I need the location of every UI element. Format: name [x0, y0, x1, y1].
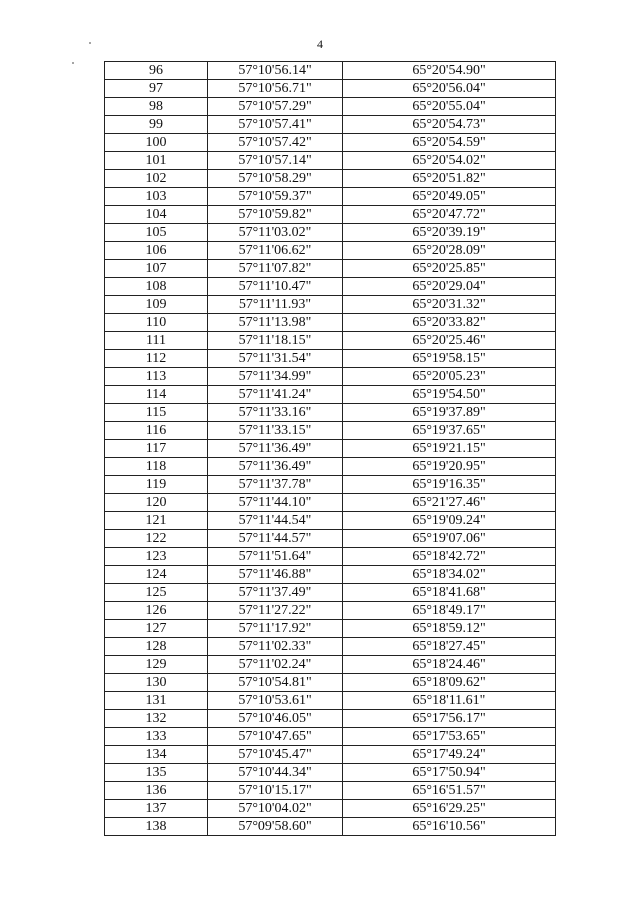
- point-number-cell: 113: [105, 368, 208, 386]
- longitude-cell: 65°20'51.82": [343, 170, 556, 188]
- coordinates-table-body: [105, 62, 556, 836]
- latitude-cell: 57°11'13.98": [208, 314, 343, 332]
- latitude-cell: 57°11'41.24": [208, 386, 343, 404]
- longitude-cell: 65°17'53.65": [343, 728, 556, 746]
- latitude-cell: 57°11'33.15": [208, 422, 343, 440]
- longitude-cell: 65°18'41.68": [343, 584, 556, 602]
- longitude-cell: 65°17'49.24": [343, 746, 556, 764]
- longitude-cell: 65°20'49.05": [343, 188, 556, 206]
- table-row: [105, 782, 556, 800]
- point-number-cell: 101: [105, 152, 208, 170]
- longitude-cell: 65°19'58.15": [343, 350, 556, 368]
- point-number-cell: 125: [105, 584, 208, 602]
- longitude-cell: 65°20'28.09": [343, 242, 556, 260]
- point-number-cell: 115: [105, 404, 208, 422]
- table-row: [105, 206, 556, 224]
- point-number-cell: 138: [105, 818, 208, 836]
- latitude-cell: 57°10'59.82": [208, 206, 343, 224]
- longitude-cell: 65°20'31.32": [343, 296, 556, 314]
- point-number-cell: 99: [105, 116, 208, 134]
- table-row: [105, 584, 556, 602]
- table-row: [105, 62, 556, 80]
- latitude-cell: 57°10'45.47": [208, 746, 343, 764]
- point-number-cell: 124: [105, 566, 208, 584]
- point-number-cell: 122: [105, 530, 208, 548]
- latitude-cell: 57°11'44.10": [208, 494, 343, 512]
- point-number-cell: 123: [105, 548, 208, 566]
- table-row: [105, 242, 556, 260]
- longitude-cell: 65°18'42.72": [343, 548, 556, 566]
- coordinates-table: [104, 61, 556, 836]
- longitude-cell: 65°18'27.45": [343, 638, 556, 656]
- longitude-cell: 65°19'09.24": [343, 512, 556, 530]
- table-row: [105, 764, 556, 782]
- table-row: [105, 350, 556, 368]
- point-number-cell: 105: [105, 224, 208, 242]
- table-row: [105, 278, 556, 296]
- longitude-cell: 65°19'20.95": [343, 458, 556, 476]
- point-number-cell: 108: [105, 278, 208, 296]
- longitude-cell: 65°19'21.15": [343, 440, 556, 458]
- point-number-cell: 97: [105, 80, 208, 98]
- latitude-cell: 57°09'58.60": [208, 818, 343, 836]
- longitude-cell: 65°16'10.56": [343, 818, 556, 836]
- longitude-cell: 65°20'55.04": [343, 98, 556, 116]
- latitude-cell: 57°11'36.49": [208, 440, 343, 458]
- point-number-cell: 135: [105, 764, 208, 782]
- table-row: [105, 332, 556, 350]
- table-row: [105, 80, 556, 98]
- point-number-cell: 137: [105, 800, 208, 818]
- latitude-cell: 57°11'46.88": [208, 566, 343, 584]
- longitude-cell: 65°20'25.85": [343, 260, 556, 278]
- point-number-cell: 133: [105, 728, 208, 746]
- longitude-cell: 65°20'25.46": [343, 332, 556, 350]
- latitude-cell: 57°10'57.41": [208, 116, 343, 134]
- table-row: [105, 314, 556, 332]
- point-number-cell: 109: [105, 296, 208, 314]
- point-number-cell: 111: [105, 332, 208, 350]
- latitude-cell: 57°10'46.05": [208, 710, 343, 728]
- longitude-cell: 65°17'56.17": [343, 710, 556, 728]
- latitude-cell: 57°11'27.22": [208, 602, 343, 620]
- longitude-cell: 65°20'29.04": [343, 278, 556, 296]
- latitude-cell: 57°10'59.37": [208, 188, 343, 206]
- table-row: [105, 422, 556, 440]
- latitude-cell: 57°11'44.57": [208, 530, 343, 548]
- point-number-cell: 132: [105, 710, 208, 728]
- page-number: 4: [317, 37, 323, 51]
- point-number-cell: 129: [105, 656, 208, 674]
- table-row: [105, 692, 556, 710]
- latitude-cell: 57°11'07.82": [208, 260, 343, 278]
- longitude-cell: 65°19'37.65": [343, 422, 556, 440]
- point-number-cell: 131: [105, 692, 208, 710]
- table-row: [105, 512, 556, 530]
- latitude-cell: 57°11'11.93": [208, 296, 343, 314]
- latitude-cell: 57°11'51.64": [208, 548, 343, 566]
- point-number-cell: 102: [105, 170, 208, 188]
- longitude-cell: 65°19'54.50": [343, 386, 556, 404]
- latitude-cell: 57°10'53.61": [208, 692, 343, 710]
- point-number-cell: 110: [105, 314, 208, 332]
- latitude-cell: 57°10'04.02": [208, 800, 343, 818]
- latitude-cell: 57°10'15.17": [208, 782, 343, 800]
- latitude-cell: 57°10'56.14": [208, 62, 343, 80]
- table-row: [105, 656, 556, 674]
- table-row: [105, 818, 556, 836]
- latitude-cell: 57°10'56.71": [208, 80, 343, 98]
- table-row: [105, 800, 556, 818]
- point-number-cell: 134: [105, 746, 208, 764]
- latitude-cell: 57°11'10.47": [208, 278, 343, 296]
- table-row: [105, 746, 556, 764]
- longitude-cell: 65°19'16.35": [343, 476, 556, 494]
- table-row: [105, 404, 556, 422]
- latitude-cell: 57°10'54.81": [208, 674, 343, 692]
- longitude-cell: 65°20'56.04": [343, 80, 556, 98]
- point-number-cell: 128: [105, 638, 208, 656]
- point-number-cell: 136: [105, 782, 208, 800]
- table-row: [105, 170, 556, 188]
- point-number-cell: 119: [105, 476, 208, 494]
- table-row: [105, 638, 556, 656]
- longitude-cell: 65°20'33.82": [343, 314, 556, 332]
- table-row: [105, 710, 556, 728]
- table-row: [105, 728, 556, 746]
- table-row: [105, 458, 556, 476]
- latitude-cell: 57°10'58.29": [208, 170, 343, 188]
- table-row: [105, 260, 556, 278]
- longitude-cell: 65°20'05.23": [343, 368, 556, 386]
- point-number-cell: 114: [105, 386, 208, 404]
- latitude-cell: 57°11'03.02": [208, 224, 343, 242]
- longitude-cell: 65°16'29.25": [343, 800, 556, 818]
- longitude-cell: 65°20'47.72": [343, 206, 556, 224]
- point-number-cell: 117: [105, 440, 208, 458]
- table-row: [105, 368, 556, 386]
- point-number-cell: 98: [105, 98, 208, 116]
- scan-speck: [72, 62, 74, 64]
- point-number-cell: 107: [105, 260, 208, 278]
- point-number-cell: 116: [105, 422, 208, 440]
- longitude-cell: 65°17'50.94": [343, 764, 556, 782]
- table-row: [105, 530, 556, 548]
- point-number-cell: 96: [105, 62, 208, 80]
- scan-speck: [89, 42, 91, 44]
- longitude-cell: 65°18'59.12": [343, 620, 556, 638]
- latitude-cell: 57°11'02.24": [208, 656, 343, 674]
- latitude-cell: 57°11'37.49": [208, 584, 343, 602]
- table-row: [105, 116, 556, 134]
- longitude-cell: 65°20'54.02": [343, 152, 556, 170]
- longitude-cell: 65°18'11.61": [343, 692, 556, 710]
- longitude-cell: 65°20'54.90": [343, 62, 556, 80]
- table-row: [105, 674, 556, 692]
- point-number-cell: 118: [105, 458, 208, 476]
- latitude-cell: 57°11'37.78": [208, 476, 343, 494]
- latitude-cell: 57°11'34.99": [208, 368, 343, 386]
- latitude-cell: 57°11'44.54": [208, 512, 343, 530]
- latitude-cell: 57°11'06.62": [208, 242, 343, 260]
- point-number-cell: 100: [105, 134, 208, 152]
- table-row: [105, 566, 556, 584]
- longitude-cell: 65°20'54.73": [343, 116, 556, 134]
- table-row: [105, 602, 556, 620]
- latitude-cell: 57°11'18.15": [208, 332, 343, 350]
- latitude-cell: 57°10'44.34": [208, 764, 343, 782]
- table-row: [105, 224, 556, 242]
- longitude-cell: 65°18'24.46": [343, 656, 556, 674]
- longitude-cell: 65°18'49.17": [343, 602, 556, 620]
- table-row: [105, 296, 556, 314]
- table-row: [105, 620, 556, 638]
- table-row: [105, 152, 556, 170]
- point-number-cell: 121: [105, 512, 208, 530]
- latitude-cell: 57°10'57.29": [208, 98, 343, 116]
- table-row: [105, 548, 556, 566]
- point-number-cell: 106: [105, 242, 208, 260]
- latitude-cell: 57°11'02.33": [208, 638, 343, 656]
- longitude-cell: 65°16'51.57": [343, 782, 556, 800]
- latitude-cell: 57°10'57.14": [208, 152, 343, 170]
- longitude-cell: 65°21'27.46": [343, 494, 556, 512]
- point-number-cell: 127: [105, 620, 208, 638]
- latitude-cell: 57°11'36.49": [208, 458, 343, 476]
- longitude-cell: 65°20'39.19": [343, 224, 556, 242]
- point-number-cell: 120: [105, 494, 208, 512]
- table-row: [105, 494, 556, 512]
- table-row: [105, 188, 556, 206]
- table-row: [105, 440, 556, 458]
- table-row: [105, 134, 556, 152]
- latitude-cell: 57°11'17.92": [208, 620, 343, 638]
- point-number-cell: 130: [105, 674, 208, 692]
- table-row: [105, 98, 556, 116]
- latitude-cell: 57°10'57.42": [208, 134, 343, 152]
- point-number-cell: 104: [105, 206, 208, 224]
- table-row: [105, 386, 556, 404]
- longitude-cell: 65°19'37.89": [343, 404, 556, 422]
- latitude-cell: 57°11'33.16": [208, 404, 343, 422]
- longitude-cell: 65°18'09.62": [343, 674, 556, 692]
- point-number-cell: 103: [105, 188, 208, 206]
- point-number-cell: 112: [105, 350, 208, 368]
- latitude-cell: 57°11'31.54": [208, 350, 343, 368]
- point-number-cell: 126: [105, 602, 208, 620]
- latitude-cell: 57°10'47.65": [208, 728, 343, 746]
- longitude-cell: 65°20'54.59": [343, 134, 556, 152]
- table-row: [105, 476, 556, 494]
- longitude-cell: 65°19'07.06": [343, 530, 556, 548]
- longitude-cell: 65°18'34.02": [343, 566, 556, 584]
